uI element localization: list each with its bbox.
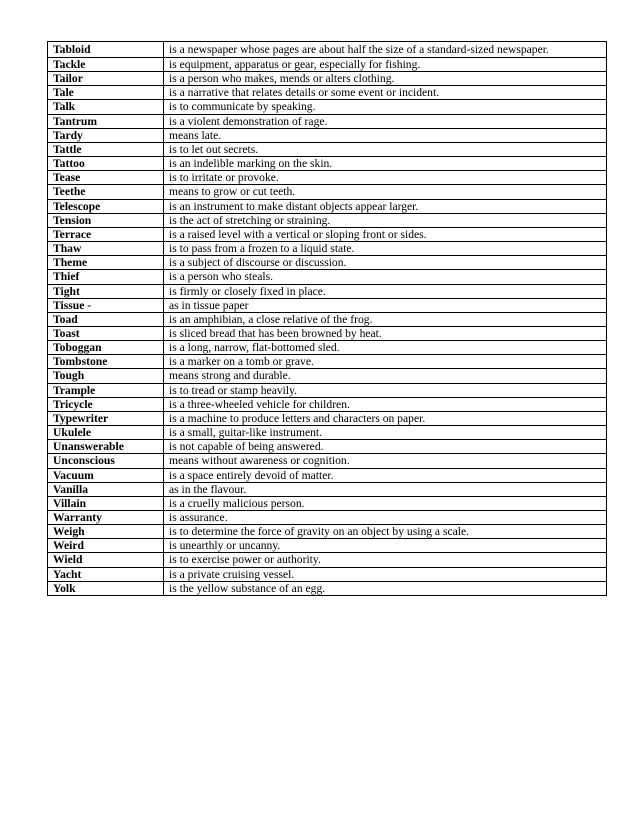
definition-cell: is a small, guitar-like instrument.	[164, 426, 607, 440]
term-cell: Wield	[48, 553, 164, 567]
term-cell: Warranty	[48, 511, 164, 525]
term-cell: Typewriter	[48, 411, 164, 425]
table-row	[48, 242, 607, 256]
table-row	[48, 270, 607, 284]
table-row	[48, 227, 607, 241]
table-row	[48, 482, 607, 496]
definition-cell: is a subject of discourse or discussion.	[164, 256, 607, 270]
definition-cell: as in tissue paper	[164, 298, 607, 312]
definition-cell: is a person who steals.	[164, 270, 607, 284]
table-row	[48, 553, 607, 567]
definition-cell: means to grow or cut teeth.	[164, 185, 607, 199]
table-row	[48, 454, 607, 468]
definition-cell: is to communicate by speaking.	[164, 100, 607, 114]
glossary-body	[48, 42, 607, 596]
term-cell: Telescope	[48, 199, 164, 213]
table-row	[48, 397, 607, 411]
definition-cell: is unearthly or uncanny.	[164, 539, 607, 553]
term-cell: Tease	[48, 171, 164, 185]
table-row	[48, 511, 607, 525]
definition-cell: is a person who makes, mends or alters clothing.	[164, 72, 607, 86]
definition-cell: is a three-wheeled vehicle for children.	[164, 397, 607, 411]
term-cell: Tombstone	[48, 355, 164, 369]
definition-cell: is an amphibian, a close relative of the frog.	[164, 312, 607, 326]
table-row	[48, 298, 607, 312]
definition-cell: is a narrative that relates details or some event or incident.	[164, 86, 607, 100]
term-cell: Weigh	[48, 525, 164, 539]
table-row	[48, 341, 607, 355]
term-cell: Trample	[48, 383, 164, 397]
term-cell: Tabloid	[48, 42, 164, 58]
term-cell: Ukulele	[48, 426, 164, 440]
definition-cell: is a space entirely devoid of matter.	[164, 468, 607, 482]
term-cell: Vanilla	[48, 482, 164, 496]
term-cell: Tale	[48, 86, 164, 100]
table-row	[48, 256, 607, 270]
table-row	[48, 496, 607, 510]
definition-cell: is the act of stretching or straining.	[164, 213, 607, 227]
definition-cell: is to irritate or provoke.	[164, 171, 607, 185]
table-row	[48, 157, 607, 171]
table-row	[48, 312, 607, 326]
definition-cell: is a marker on a tomb or grave.	[164, 355, 607, 369]
term-cell: Tantrum	[48, 114, 164, 128]
definition-cell: is firmly or closely fixed in place.	[164, 284, 607, 298]
definition-cell: is to exercise power or authority.	[164, 553, 607, 567]
glossary-table	[47, 41, 607, 596]
table-row	[48, 100, 607, 114]
term-cell: Villain	[48, 496, 164, 510]
table-row	[48, 185, 607, 199]
definition-cell: is a cruelly malicious person.	[164, 496, 607, 510]
definition-cell: is not capable of being answered.	[164, 440, 607, 454]
term-cell: Tight	[48, 284, 164, 298]
definition-cell: is to let out secrets.	[164, 142, 607, 156]
table-row	[48, 199, 607, 213]
definition-cell: is to pass from a frozen to a liquid state.	[164, 242, 607, 256]
definition-cell: as in the flavour.	[164, 482, 607, 496]
table-row	[48, 114, 607, 128]
table-row	[48, 525, 607, 539]
definition-cell: is an indelible marking on the skin.	[164, 157, 607, 171]
term-cell: Teethe	[48, 185, 164, 199]
table-row	[48, 58, 607, 72]
definition-cell: is a long, narrow, flat-bottomed sled.	[164, 341, 607, 355]
definition-cell: is the yellow substance of an egg.	[164, 581, 607, 595]
table-row	[48, 128, 607, 142]
term-cell: Talk	[48, 100, 164, 114]
term-cell: Tattle	[48, 142, 164, 156]
table-row	[48, 440, 607, 454]
term-cell: Theme	[48, 256, 164, 270]
table-row	[48, 213, 607, 227]
term-cell: Tricycle	[48, 397, 164, 411]
definition-cell: means strong and durable.	[164, 369, 607, 383]
definition-cell: is to determine the force of gravity on an object by using a scale.	[164, 525, 607, 539]
definition-cell: is a newspaper whose pages are about half the size of a standard-sized newspaper.	[164, 42, 607, 58]
term-cell: Thaw	[48, 242, 164, 256]
definition-cell: means without awareness or cognition.	[164, 454, 607, 468]
term-cell: Weird	[48, 539, 164, 553]
table-row	[48, 42, 607, 58]
term-cell: Thief	[48, 270, 164, 284]
term-cell: Tissue -	[48, 298, 164, 312]
definition-cell: is a private cruising vessel.	[164, 567, 607, 581]
term-cell: Unanswerable	[48, 440, 164, 454]
term-cell: Tackle	[48, 58, 164, 72]
definition-cell: is a violent demonstration of rage.	[164, 114, 607, 128]
table-row	[48, 581, 607, 595]
table-row	[48, 284, 607, 298]
table-row	[48, 426, 607, 440]
table-row	[48, 326, 607, 340]
definition-cell: is an instrument to make distant objects appear larger.	[164, 199, 607, 213]
table-row	[48, 171, 607, 185]
table-row	[48, 355, 607, 369]
definition-cell: is equipment, apparatus or gear, especially for fishing.	[164, 58, 607, 72]
table-row	[48, 411, 607, 425]
table-row	[48, 383, 607, 397]
term-cell: Unconscious	[48, 454, 164, 468]
term-cell: Tattoo	[48, 157, 164, 171]
term-cell: Toad	[48, 312, 164, 326]
term-cell: Yolk	[48, 581, 164, 595]
term-cell: Toboggan	[48, 341, 164, 355]
term-cell: Yacht	[48, 567, 164, 581]
term-cell: Vacuum	[48, 468, 164, 482]
table-row	[48, 142, 607, 156]
table-row	[48, 567, 607, 581]
term-cell: Tough	[48, 369, 164, 383]
term-cell: Toast	[48, 326, 164, 340]
table-row	[48, 369, 607, 383]
definition-cell: is a machine to produce letters and characters on paper.	[164, 411, 607, 425]
term-cell: Tardy	[48, 128, 164, 142]
term-cell: Tension	[48, 213, 164, 227]
table-row	[48, 468, 607, 482]
term-cell: Terrace	[48, 227, 164, 241]
definition-cell: means late.	[164, 128, 607, 142]
definition-cell: is sliced bread that has been browned by heat.	[164, 326, 607, 340]
table-row	[48, 86, 607, 100]
definition-cell: is a raised level with a vertical or sloping front or sides.	[164, 227, 607, 241]
term-cell: Tailor	[48, 72, 164, 86]
table-row	[48, 72, 607, 86]
definition-cell: is to tread or stamp heavily.	[164, 383, 607, 397]
table-row	[48, 539, 607, 553]
definition-cell: is assurance.	[164, 511, 607, 525]
